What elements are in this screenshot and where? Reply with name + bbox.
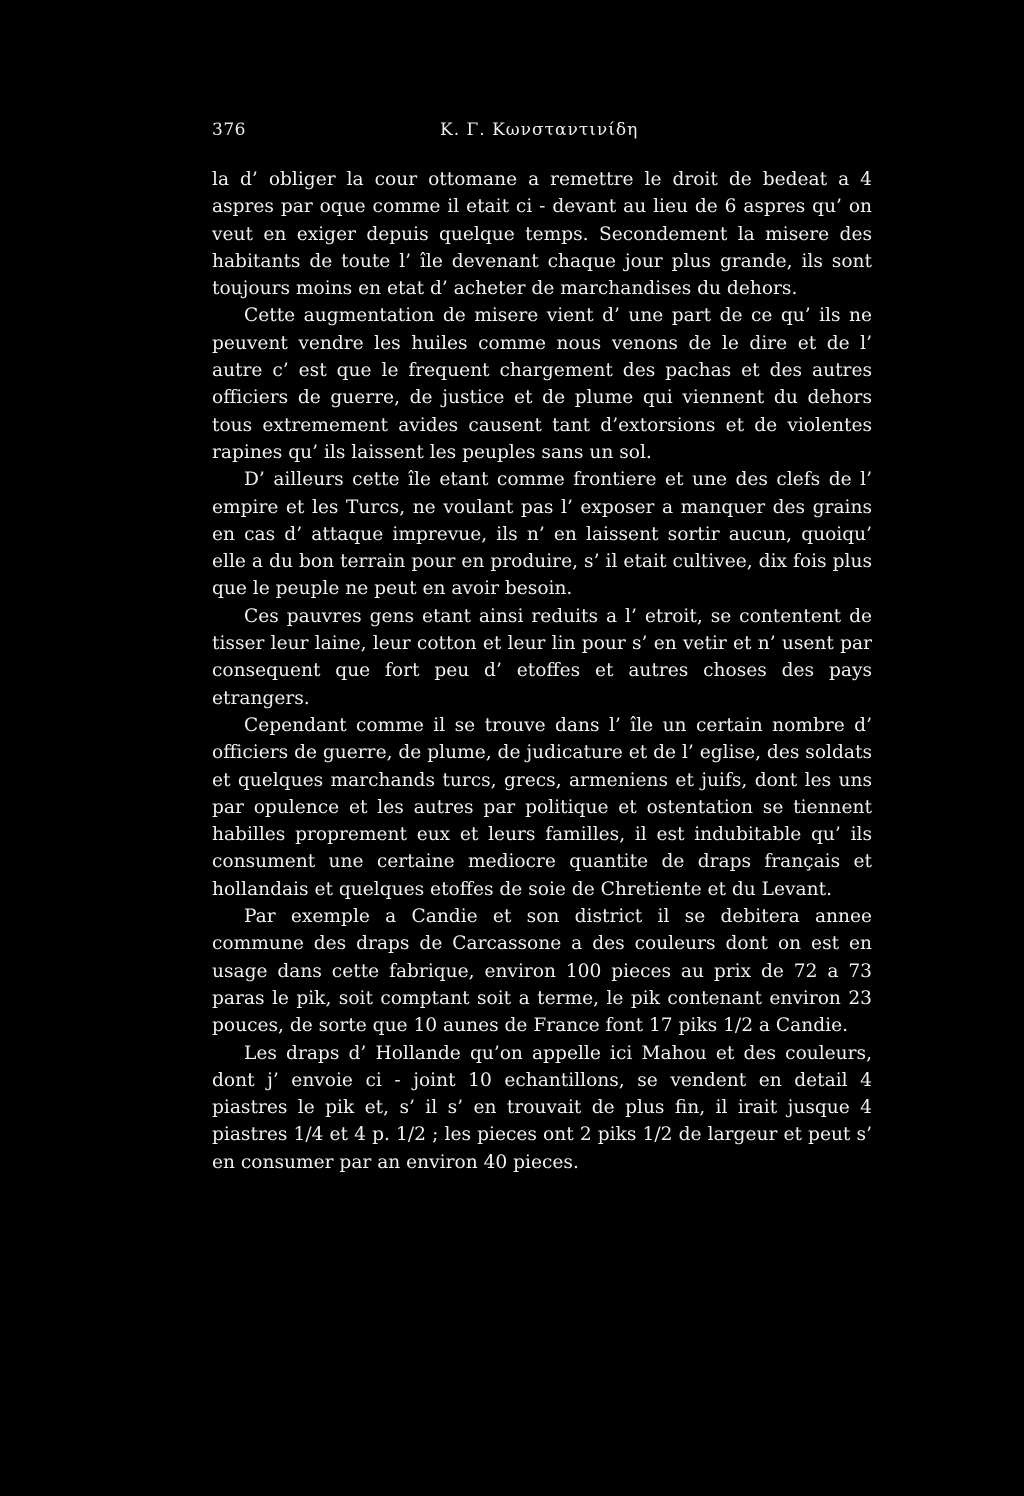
paragraph: Les draps d’ Hollande qu’on appelle ici Mahou et des couleurs, dont j’ envoie ci - joint 10 echantillons, se vendent en detail 4 piastres le pik et, s’ il s’ en trouvait de plus fin, il irait jusque 4 piastres 1/4 et 4 p. 1/2 ; les pieces ont 2 piks 1/2 de largeur et peut s’ en consumer par an environ 40 pieces. — [212, 1042, 872, 1173]
paragraph: la d’ obliger la cour ottomane a remettre le droit de bedeat a 4 aspres par oque comme il etait ci - devant au lieu de 6 aspres qu’ on veut en exiger depuis quelque temps. Secondement la misere des habitants de toute l’ île devenant chaque jour plus grande, ils sont toujours moins en etat d’ acheter de marchandises du dehors. — [212, 169, 872, 300]
body-text — [212, 166, 872, 1176]
paragraph: Ces pauvres gens etant ainsi reduits a l’ etroit, se contentent de tisser leur laine, leur cotton et leur lin pour s’ en vetir et n’ usent par consequent que fort peu d’ etoffes et autres choses des pays etrangers. — [212, 605, 872, 709]
paragraph: D’ ailleurs cette île etant comme frontiere et une des clefs de l’ empire et les Turcs, ne voulant pas l’ exposer a manquer des grains en cas d’ attaque imprevue, ils n’ en laissent sortir aucun, quoiqu’ elle a du bon terrain pour en produire, s’ il etait cultivee, dix fois plus que le peuple ne peut en avoir besoin. — [212, 469, 872, 600]
paragraph: Cette augmentation de misere vient d’ une part de ce qu’ ils ne peuvent vendre les huiles comme nous venons de le dire et de l’ autre c’ est que le frequent chargement des pachas et des autres officiers de guerre, de justice et de plume qui viennent du dehors tous extremement avides causent tant d’extorsions et de violentes rapines qu’ ils laissent les peuples sans un sol. — [212, 305, 872, 463]
paragraph: Cependant comme il se trouve dans l’ île un certain nombre d’ officiers de guerre, de plume, de judicature et de l’ eglise, des soldats et quelques marchands turcs, grecs, armeniens et juifs, dont les uns par opulence et les autres par politique et ostentation se tiennent habilles proprement eux et leurs familles, il est indubitable qu’ ils consument une certaine mediocre quantite de draps français et hollandais et quelques etoffes de soie de Chretiente et du Levant. — [212, 714, 872, 900]
running-head: Κ. Γ. Κωνσταντινίδη — [440, 120, 639, 140]
page-number: 376 — [212, 120, 246, 140]
paragraph: Par exemple a Candie et son district il se debitera annee commune des draps de Carcassone a des couleurs dont on est en usage dans cette fabrique, environ 100 pieces au prix de 72 a 73 paras le pik, soit comptant soit a terme, le pik contenant environ 23 pouces, de sorte que 10 aunes de France font 17 piks 1/2 a Candie. — [212, 906, 872, 1037]
page-header — [212, 120, 872, 150]
